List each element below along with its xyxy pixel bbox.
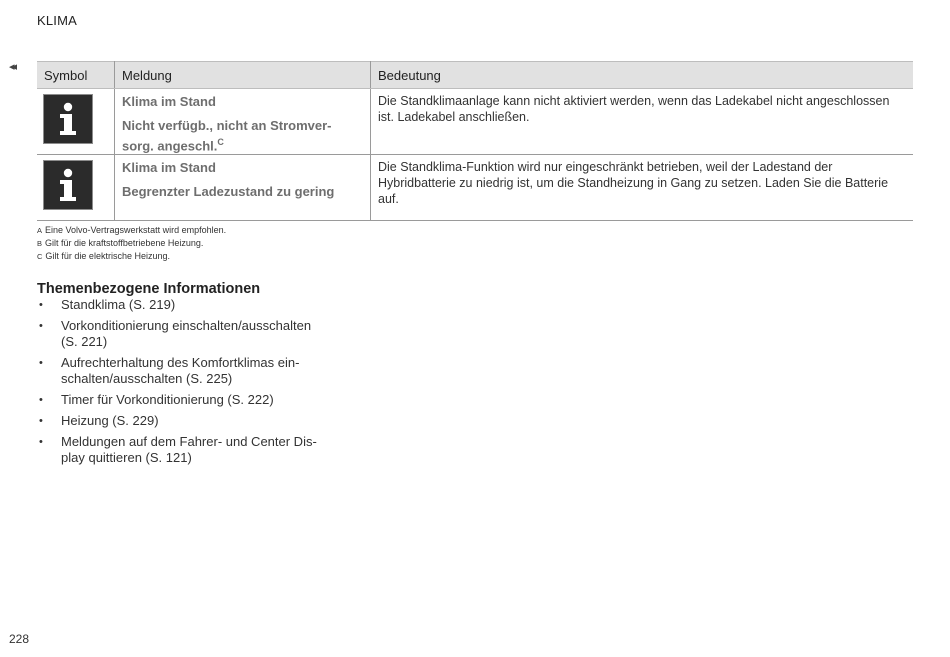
column-header-symbol: Symbol: [37, 62, 115, 89]
meldung-cell: [115, 155, 371, 221]
related-link[interactable]: • Aufrechterhaltung des Komfortklimas ein-schalten/ausschalten (S. 225): [39, 355, 300, 386]
message-title: Klima im Stand: [122, 94, 216, 109]
related-info-title: Themenbezogene Informationen: [37, 281, 261, 297]
symbol-cell: [37, 155, 115, 221]
bedeutung-cell: Die Standklima-Funktion wird nur eingeschränkt betrieben, weil der Ladestand der Hybridbatterie zu niedrig ist, um die Standheizung in Gang zu setzen. Laden Sie die Batterie auf.: [371, 155, 914, 221]
bullet-icon: •: [39, 357, 43, 369]
page-number: 228: [9, 632, 30, 646]
symbol-cell: [37, 89, 115, 155]
message-detail: Begrenzter Ladezustand zu gering: [122, 184, 335, 200]
info-icon: [43, 94, 93, 144]
footnote-item: C Gilt für die elektrische Heizung.: [37, 251, 170, 261]
table-header-row: [37, 62, 913, 89]
message-detail: Nicht verfügb., nicht an Stromver-sorg. angeschl.$^C$: [122, 118, 332, 154]
related-link[interactable]: • Vorkonditionierung einschalten/ausschalten (S. 221): [39, 318, 312, 349]
footnote-item: A Eine Volvo-Vertragswerkstatt wird empfohlen.: [37, 225, 227, 235]
back-arrows-icon[interactable]: ◂◂: [9, 61, 15, 73]
bedeutung-cell: Die Standklimaanlage kann nicht aktiviert werden, wenn das Ladekabel nicht angeschlossen ist. Ladekabel anschließen.: [371, 89, 914, 155]
related-link[interactable]: • Meldungen auf dem Fahrer- und Center Dis-play quittieren (S. 121): [39, 434, 317, 465]
message-title: Klima im Stand: [122, 160, 216, 176]
related-link[interactable]: • Standklima (S. 219): [39, 297, 176, 312]
info-icon: [43, 160, 93, 210]
bullet-icon: •: [39, 299, 43, 311]
footnote-ref[interactable]: C: [217, 137, 224, 147]
column-header-bedeutung: Bedeutung: [371, 62, 914, 89]
message-table: [37, 61, 913, 221]
bullet-icon: •: [39, 436, 43, 448]
related-info-list: [37, 297, 327, 471]
related-link[interactable]: • Heizung (S. 229): [39, 413, 159, 428]
bullet-icon: •: [39, 320, 43, 332]
footnote-item: B Gilt für die kraftstoffbetriebene Heizung.: [37, 238, 204, 248]
bullet-icon: •: [39, 415, 43, 427]
related-link[interactable]: • Timer für Vorkonditionierung (S. 222): [39, 392, 274, 407]
table-row: [37, 89, 913, 155]
table-row: [37, 155, 913, 221]
column-header-meldung: Meldung: [115, 62, 371, 89]
footnotes: [37, 224, 226, 263]
bullet-icon: •: [39, 394, 43, 406]
meldung-cell: [115, 89, 371, 155]
header-title: KLIMA: [37, 13, 78, 28]
